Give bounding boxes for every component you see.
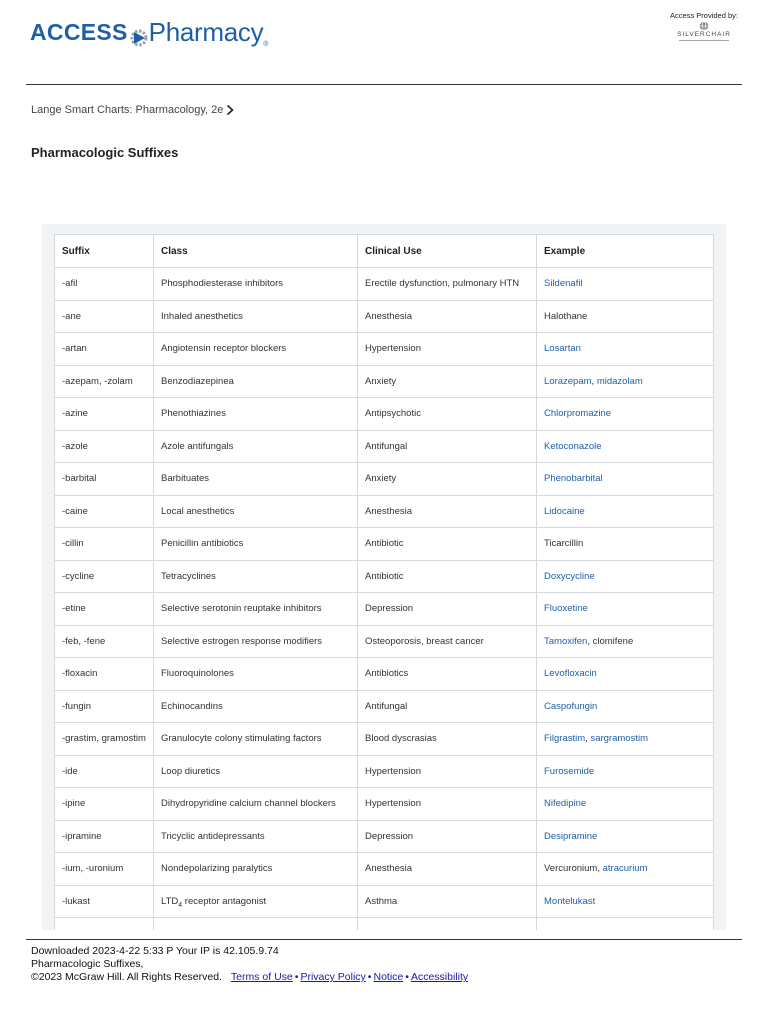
example-text: Halothane <box>544 310 588 322</box>
link-separator: • <box>367 971 372 983</box>
cell-clinical-use: Blood dyscrasias <box>358 723 537 756</box>
cell-suffix: -azine <box>55 398 154 431</box>
table-row <box>55 365 714 398</box>
cell-example <box>537 268 714 301</box>
access-provider <box>664 11 744 41</box>
cell-example <box>537 300 714 333</box>
cell-clinical-use: Anesthesia <box>358 300 537 333</box>
site-header <box>0 0 768 84</box>
example-separator: , <box>591 375 597 387</box>
cell-class: Loop diuretics <box>154 755 358 788</box>
copyright-line <box>31 971 468 984</box>
example-text: Ticarcillin <box>544 538 584 550</box>
cell-clinical-use <box>358 918 537 931</box>
cell-example <box>537 885 714 918</box>
cell-example <box>537 690 714 723</box>
class-subscript: 4 <box>178 901 183 909</box>
example-link[interactable]: Losartan <box>544 343 581 355</box>
example-link[interactable]: Lidocaine <box>544 505 585 517</box>
table-row <box>55 788 714 821</box>
example-link[interactable]: Lorazepam <box>544 375 592 387</box>
copyright-text: ©2023 McGraw Hill. All Rights Reserved. <box>31 971 222 983</box>
cell-suffix: -feb, -fene <box>55 625 154 658</box>
cell-suffix: -azepam, -zolam <box>55 365 154 398</box>
registered-mark: ® <box>263 41 269 48</box>
page-footer <box>31 945 468 984</box>
cell-clinical-use: Hypertension <box>358 755 537 788</box>
cell-clinical-use: Anesthesia <box>358 495 537 528</box>
cell-suffix: -ane <box>55 300 154 333</box>
accessibility-link[interactable]: Accessibility <box>410 971 469 983</box>
example-separator: , <box>585 733 591 745</box>
cell-example <box>537 365 714 398</box>
example-separator: , <box>587 635 593 647</box>
globe-icon <box>699 21 709 31</box>
gear-arrow-icon <box>130 20 148 56</box>
cell-suffix: -ipramine <box>55 820 154 853</box>
cell-suffix: -cillin <box>55 528 154 561</box>
header-suffix: Suffix <box>55 235 154 268</box>
link-separator: • <box>294 971 299 983</box>
cell-suffix: -etine <box>55 593 154 626</box>
cell-class: Phosphodiesterase inhibitors <box>154 268 358 301</box>
table-row <box>55 853 714 886</box>
cell-suffix: -cycline <box>55 560 154 593</box>
class-text-rest: receptor antagonist <box>182 895 267 907</box>
example-text: Vercuronium <box>544 863 598 875</box>
cell-clinical-use: Antibiotic <box>358 528 537 561</box>
table-row <box>55 495 714 528</box>
cell-example <box>537 495 714 528</box>
link-separator: • <box>405 971 409 983</box>
example-link[interactable]: Desipramine <box>544 830 598 842</box>
header-example: Example <box>537 235 714 268</box>
table-row <box>55 658 714 691</box>
table-row <box>55 625 714 658</box>
cell-suffix: -floxacin <box>55 658 154 691</box>
cell-class: Selective serotonin reuptake inhibitors <box>154 593 358 626</box>
cell-class: Local anesthetics <box>154 495 358 528</box>
cell-suffix: -caine <box>55 495 154 528</box>
cell-example <box>537 560 714 593</box>
cell-class: Nondepolarizing paralytics <box>154 853 358 886</box>
example-link[interactable]: Caspofungin <box>544 700 598 712</box>
cell-clinical-use: Depression <box>358 593 537 626</box>
example-link[interactable]: Levofloxacin <box>544 668 597 680</box>
cell-suffix: -fungin <box>55 690 154 723</box>
cell-class: Inhaled anesthetics <box>154 300 358 333</box>
table-row <box>55 690 714 723</box>
provider-divider <box>679 40 729 41</box>
cell-example <box>537 430 714 463</box>
table-row <box>55 430 714 463</box>
table-row <box>55 820 714 853</box>
chevron-right-icon[interactable] <box>226 104 234 116</box>
cell-class: Phenothiazines <box>154 398 358 431</box>
table-row <box>55 398 714 431</box>
cell-example <box>537 625 714 658</box>
citation-text: Pharmacologic Suffixes, <box>31 958 144 970</box>
cell-example <box>537 918 714 931</box>
download-info: Downloaded 2023-4-22 5:33 P Your IP is 42.105.9.74 <box>31 945 279 957</box>
cell-clinical-use: Antifungal <box>358 690 537 723</box>
cell-class: Tetracyclines <box>154 560 358 593</box>
cell-example <box>537 593 714 626</box>
cell-clinical-use: Antibiotics <box>358 658 537 691</box>
example-link[interactable]: Ketoconazole <box>544 440 602 452</box>
cell-example <box>537 723 714 756</box>
table-row <box>55 300 714 333</box>
class-text: LTD <box>161 895 179 907</box>
cell-clinical-use: Anesthesia <box>358 853 537 886</box>
cell-class: Tricyclic antidepressants <box>154 820 358 853</box>
breadcrumb[interactable] <box>31 104 234 116</box>
cell-clinical-use: Asthma <box>358 885 537 918</box>
cell-class: Barbituates <box>154 463 358 496</box>
cell-clinical-use: Erectile dysfunction, pulmonary HTN <box>358 268 537 301</box>
table-row <box>55 885 714 918</box>
cell-class: Benzodiazepinea <box>154 365 358 398</box>
table-row <box>55 268 714 301</box>
example-link[interactable]: midazolam <box>596 375 643 387</box>
terms-of-use-link[interactable]: Terms of Use <box>230 971 293 983</box>
accesspharmacy-logo[interactable] <box>30 10 268 54</box>
cell-clinical-use: Anxiety <box>358 365 537 398</box>
example-link[interactable]: Fluoxetine <box>544 603 588 615</box>
cell-class <box>154 918 358 931</box>
page-title: Pharmacologic Suffixes <box>31 145 179 160</box>
cell-clinical-use: Hypertension <box>358 788 537 821</box>
notice-link[interactable]: Notice <box>373 971 404 983</box>
cell-suffix: -artan <box>55 333 154 366</box>
cell-class: Dihydropyridine calcium channel blockers <box>154 788 358 821</box>
table-row <box>55 723 714 756</box>
logo-pharmacy-text: Pharmacy <box>148 17 264 47</box>
example-link[interactable]: atracurium <box>602 863 648 875</box>
provider-name: SILVERCHAIR <box>677 31 731 38</box>
cell-clinical-use: Antibiotic <box>358 560 537 593</box>
breadcrumb-label[interactable]: Lange Smart Charts: Pharmacology, 2e <box>31 104 224 116</box>
cell-example <box>537 463 714 496</box>
cell-class: Selective estrogen response modifiers <box>154 625 358 658</box>
example-link[interactable]: Nifedipine <box>544 798 587 810</box>
cell-clinical-use: Antifungal <box>358 430 537 463</box>
cell-clinical-use: Depression <box>358 820 537 853</box>
table-row <box>55 593 714 626</box>
cell-class: Granulocyte colony stimulating factors <box>154 723 358 756</box>
table-row <box>55 560 714 593</box>
cell-class: Azole antifungals <box>154 430 358 463</box>
logo-access-text: ACCESS <box>30 19 128 45</box>
example-link[interactable]: Sildenafil <box>544 278 583 290</box>
cell-example <box>537 755 714 788</box>
cell-suffix: -lukast <box>55 885 154 918</box>
cell-class <box>154 885 358 918</box>
header-clinical-use: Clinical Use <box>358 235 537 268</box>
cell-example <box>537 398 714 431</box>
table-panel <box>42 224 726 930</box>
example-link[interactable]: Montelukast <box>544 895 596 907</box>
example-link[interactable]: Phenobarbital <box>544 473 603 485</box>
example-link[interactable]: Doxycycline <box>544 570 595 582</box>
cell-example <box>537 333 714 366</box>
cell-suffix: -afil <box>55 268 154 301</box>
cell-example <box>537 853 714 886</box>
example-link[interactable]: sargramostim <box>590 733 648 745</box>
table-row <box>55 755 714 788</box>
cell-clinical-use: Osteoporosis, breast cancer <box>358 625 537 658</box>
cell-example <box>537 788 714 821</box>
cell-clinical-use: Anxiety <box>358 463 537 496</box>
cell-suffix <box>55 918 154 931</box>
cell-class: Angiotensin receptor blockers <box>154 333 358 366</box>
cell-class: Penicillin antibiotics <box>154 528 358 561</box>
cell-suffix: -grastim, gramostim <box>55 723 154 756</box>
example-link[interactable]: Chlorpromazine <box>544 408 612 420</box>
provider-label: Access Provided by: <box>670 11 738 20</box>
cell-suffix: -ium, -uronium <box>55 853 154 886</box>
cell-clinical-use: Antipsychotic <box>358 398 537 431</box>
suffix-table <box>54 234 714 930</box>
privacy-policy-link[interactable]: Privacy Policy <box>300 971 366 983</box>
table-row <box>55 918 714 931</box>
footer-links <box>231 971 468 983</box>
table-row <box>55 528 714 561</box>
example-link[interactable]: Filgrastim <box>544 733 586 745</box>
table-row <box>55 333 714 366</box>
cell-example <box>537 658 714 691</box>
footer-divider <box>26 939 742 940</box>
cell-class: Fluoroquinolones <box>154 658 358 691</box>
example-separator: , <box>597 863 603 875</box>
cell-clinical-use: Hypertension <box>358 333 537 366</box>
example-link[interactable]: Furosemide <box>544 765 595 777</box>
cell-suffix: -ipine <box>55 788 154 821</box>
table-row <box>55 463 714 496</box>
table-header-row <box>55 235 714 268</box>
header-divider <box>26 84 742 85</box>
example-link[interactable]: Tamoxifen <box>544 635 588 647</box>
cell-example <box>537 528 714 561</box>
cell-suffix: -azole <box>55 430 154 463</box>
cell-example <box>537 820 714 853</box>
cell-suffix: -ide <box>55 755 154 788</box>
example-text: clomifene <box>592 635 634 647</box>
cell-suffix: -barbital <box>55 463 154 496</box>
header-class: Class <box>154 235 358 268</box>
cell-class: Echinocandins <box>154 690 358 723</box>
